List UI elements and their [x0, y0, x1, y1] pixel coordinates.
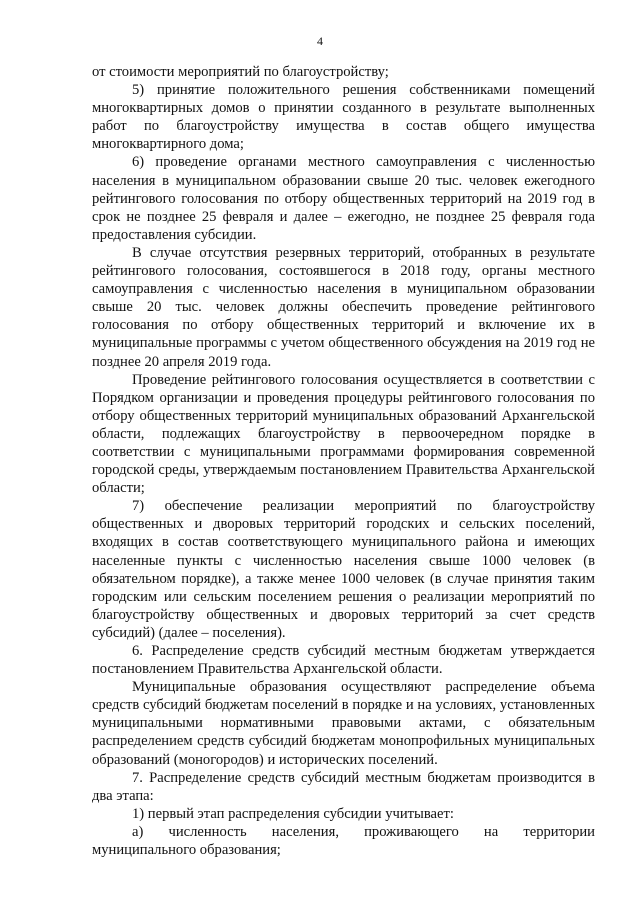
- paragraph-8: Муниципальные образования осуществляют распределение объема средств субсидий бюджетам поселений в порядке и на условиях, установленных муниципальными нормативными правовыми актами, с обязательным распределением средств субсидий бюджетам монопрофильных муниципальных образований (моногородов) и исторических поселений.: [92, 679, 595, 768]
- paragraph-3: 6) проведение органами местного самоуправления с численностью населения в муниципальном образовании свыше 20 тыс. человек ежегодного рейтингового голосования по отбору общественных территорий на 2019 год в срок не позднее 25 февраля и далее – ежегодно, не позднее 25 февраля года предоставления субсидии.: [92, 154, 595, 243]
- paragraph-6: 7) обеспечение реализации мероприятий по благоустройству общественных и дворовых территорий городских и сельских поселений, входящих в состав соответствующего муниципального района и имеющих населенные пункты с численностью населения свыше 1000 человек (в обязательном порядке), а также менее 1000 человек (в случае принятия таким городским или сельским поселением решения о реализации мероприятий по благоустройству общественных и дворовых территорий за счет средств субсидий) (далее – поселения).: [92, 498, 595, 641]
- paragraph-7: 6. Распределение средств субсидий местным бюджетам утверждается постановлением Правительства Архангельской области.: [92, 643, 595, 678]
- body-text: [92, 63, 595, 859]
- paragraph-9: 7. Распределение средств субсидий местным бюджетам производится в два этапа:: [92, 769, 595, 804]
- paragraph-1: от стоимости мероприятий по благоустройству;: [92, 64, 389, 80]
- paragraph-5: Проведение рейтингового голосования осуществляется в соответствии с Порядком организации и проведения процедуры рейтингового голосования по отбору общественных территорий муниципальных образований Архангельской области, подлежащих благоустройству в первоочередном порядке в соответствии с муниципальными программами формирования современной городской среды, утверждаемым постановлением Правительства Архангельской области;: [92, 371, 595, 497]
- paragraph-2: 5) принятие положительного решения собственниками помещений многоквартирных домов о принятии созданного в результате выполненных работ по благоустройству имущества в состав общего имущества многоквартирного дома;: [92, 82, 595, 153]
- page-number: 4: [317, 34, 323, 48]
- paragraph-10: 1) первый этап распределения субсидии учитывает:: [132, 805, 454, 822]
- paragraph-11: а) численность населения, проживающего на территории муниципального образования;: [92, 823, 595, 859]
- paragraph-4: В случае отсутствия резервных территорий, отобранных в результате рейтингового голосования, состоявшегося в 2018 году, органы местного самоуправления с численностью населения в муниципальном образовании свыше 20 тыс. человек должны обеспечить проведение рейтингового голосования по отбору общественных территорий и включение их в муниципальные программы с учетом общественного обсуждения на 2019 год не позднее 20 апреля 2019 года.: [92, 244, 595, 370]
